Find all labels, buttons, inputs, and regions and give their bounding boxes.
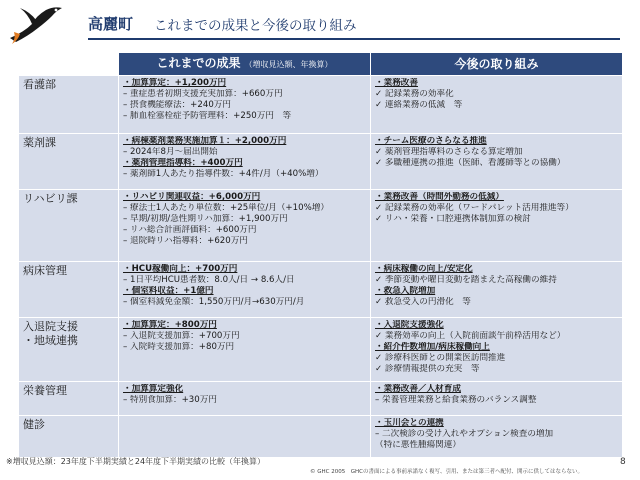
table-row — [19, 76, 623, 134]
plan-line: – 二次検診の受け入れやオプション検査の増加 — [375, 429, 554, 439]
table-header-row — [19, 53, 623, 76]
result-line: – 1日平均HCU患者数：8.0人/日 → 8.6人/日 — [123, 275, 295, 285]
result-cell — [119, 318, 371, 382]
plan-line: （特に悪性腫瘍関連） — [375, 440, 461, 450]
plan-cell — [371, 318, 623, 382]
plan-cell — [371, 134, 623, 190]
plan-line: ✓ 連絡業務の低減 等 — [375, 100, 463, 110]
result-line: – 個室料減免金額：1,550万円/月→630万円/月 — [123, 297, 305, 307]
plan-line: ・紹介件数増加/病床稼働向上 — [375, 342, 490, 352]
plan-cell — [371, 190, 623, 262]
plan-line: ・チーム医療のさらなる推進 — [375, 136, 487, 146]
dept-cell — [19, 318, 119, 382]
table-row — [19, 190, 623, 262]
result-line: – 特別食加算：+30万円 — [123, 395, 217, 405]
plan-line: ✓ 多職種連携の推進（医師、看護師等との協働） — [375, 158, 566, 168]
result-line: – 摂食機能療法：+240万円 — [123, 100, 231, 110]
result-line: – 2024年8月～届出開始 — [123, 147, 218, 157]
table-row — [19, 382, 623, 416]
table-row — [19, 262, 623, 318]
plan-line: ✓ 季節変動や曜日変動を踏まえた高稼働の維持 — [375, 275, 557, 285]
result-line: – 療法士1人あたり単位数：+25単位/月（+10%増） — [123, 203, 329, 213]
dept-label: 病床管理 — [23, 264, 67, 277]
plan-line: ✓ 記録業務の効率化（ワードパレット活用推進等） — [375, 203, 574, 213]
plan-line: ✓ 薬剤管理指導料のさらなる算定増加 — [375, 147, 523, 157]
plan-cell — [371, 76, 623, 134]
results-plans-table — [18, 52, 623, 458]
result-cell — [119, 416, 371, 458]
result-line: ・病棟薬剤業務実施加算１：+2,000万円 — [123, 136, 287, 146]
plan-line: ・業務改善 — [375, 78, 418, 88]
result-line: ・薬剤管理指導料：+400万円 — [123, 158, 243, 168]
result-line: – 肺血栓塞栓症予防管理料：+250万円 等 — [123, 111, 292, 121]
plan-line: ・業務改善（時間外勤務の低減） — [375, 192, 504, 202]
result-cell — [119, 382, 371, 416]
slide-header — [0, 0, 640, 46]
plan-line: ✓ 業務効率の向上（入院前面談午前枠活用など） — [375, 331, 566, 341]
result-line: – 入退院支援加算：+700万円 — [123, 331, 240, 341]
dept-label: リハビリ課 — [23, 192, 78, 205]
title-underline — [88, 38, 620, 40]
plan-cell — [371, 416, 623, 458]
plan-line: ・業務改善／人材育成 — [375, 384, 461, 394]
dept-label: 健診 — [23, 418, 45, 431]
result-line: ・リハビリ関連収益：+6,000万円 — [123, 192, 261, 202]
plan-cell — [371, 382, 623, 416]
plan-line: ✓ リハ・栄養・口腔連携体制加算の検討 — [375, 214, 531, 224]
result-line: – 薬剤師1人あたり指導件数：+4件/月（+40%増） — [123, 169, 324, 179]
plan-line: ・入退院支援強化 — [375, 320, 444, 330]
dept-cell — [19, 134, 119, 190]
dept-cell — [19, 190, 119, 262]
dept-label: 入退院支援 ・地域連携 — [23, 320, 78, 347]
result-line: ・加算算定：+800万円 — [123, 320, 217, 330]
plan-line: ✓ 記録業務の効率化 — [375, 89, 454, 99]
col-header-results-label: これまでの成果 — [156, 56, 241, 70]
page-number: 8 — [620, 457, 626, 467]
plan-line: ✓ 診療科医師との開業医訪問推進 — [375, 353, 506, 363]
result-line: – 入院時支援加算：+80万円 — [123, 342, 235, 352]
plan-cell — [371, 262, 623, 318]
dept-label: 薬剤課 — [23, 136, 56, 149]
plan-line: ・救急入院増加 — [375, 286, 436, 296]
town-name: 高麗町 — [88, 15, 134, 33]
table-row — [19, 416, 623, 458]
result-cell — [119, 76, 371, 134]
plan-line: ✓ 救急受入の円滑化 等 — [375, 297, 471, 307]
result-cell — [119, 134, 371, 190]
dept-cell — [19, 382, 119, 416]
page-title: これまでの成果と今後の取り組み — [154, 18, 357, 34]
dept-label: 栄養管理 — [23, 384, 67, 397]
result-cell — [119, 262, 371, 318]
plan-line: ・病床稼働の向上/安定化 — [375, 264, 473, 274]
plan-line: ✓ 診療情報提供の充実 等 — [375, 364, 480, 374]
result-line: – リハ総合計画評価料：+600万円 — [123, 225, 257, 235]
result-line: ・加算算定強化 — [123, 384, 184, 394]
dept-cell — [19, 262, 119, 318]
dept-cell — [19, 76, 119, 134]
dept-label: 看護部 — [23, 78, 56, 91]
table-row — [19, 134, 623, 190]
result-line: – 退院時リハ指導料：+620万円 — [123, 236, 248, 246]
plan-line: – 栄養管理業務と給食業務のバランス調整 — [375, 395, 537, 405]
plan-line: ・玉川会との連携 — [375, 418, 444, 428]
bird-logo-icon — [6, 2, 66, 44]
result-line: – 重症患者初期支援充実加算：+660万円 — [123, 89, 283, 99]
col-header-plans: 今後の取り組み — [371, 53, 623, 76]
col-header-results — [119, 53, 371, 76]
result-line: ・HCU稼働向上：+700万円 — [123, 264, 238, 274]
result-line: – 早期/初期/急性期リハ加算：+1,900万円 — [123, 214, 288, 224]
result-line: ・加算算定：+1,200万円 — [123, 78, 227, 88]
result-cell — [119, 190, 371, 262]
footnote: ※増収見込額：23年度下半期実績と24年度下半期実績の比較（年換算） — [6, 457, 266, 466]
corner-cell — [19, 53, 119, 76]
dept-cell — [19, 416, 119, 458]
table-row — [19, 318, 623, 382]
result-line: ・個室料収益：+1億円 — [123, 286, 214, 296]
copyright-notice: © GHC 2005 GHCの書面による事前承諾なく複写、引用、または第三者へ配付、開示に供してはならない。 — [310, 469, 583, 475]
col-header-results-sub: （増収見込額、年換算） — [244, 60, 333, 69]
